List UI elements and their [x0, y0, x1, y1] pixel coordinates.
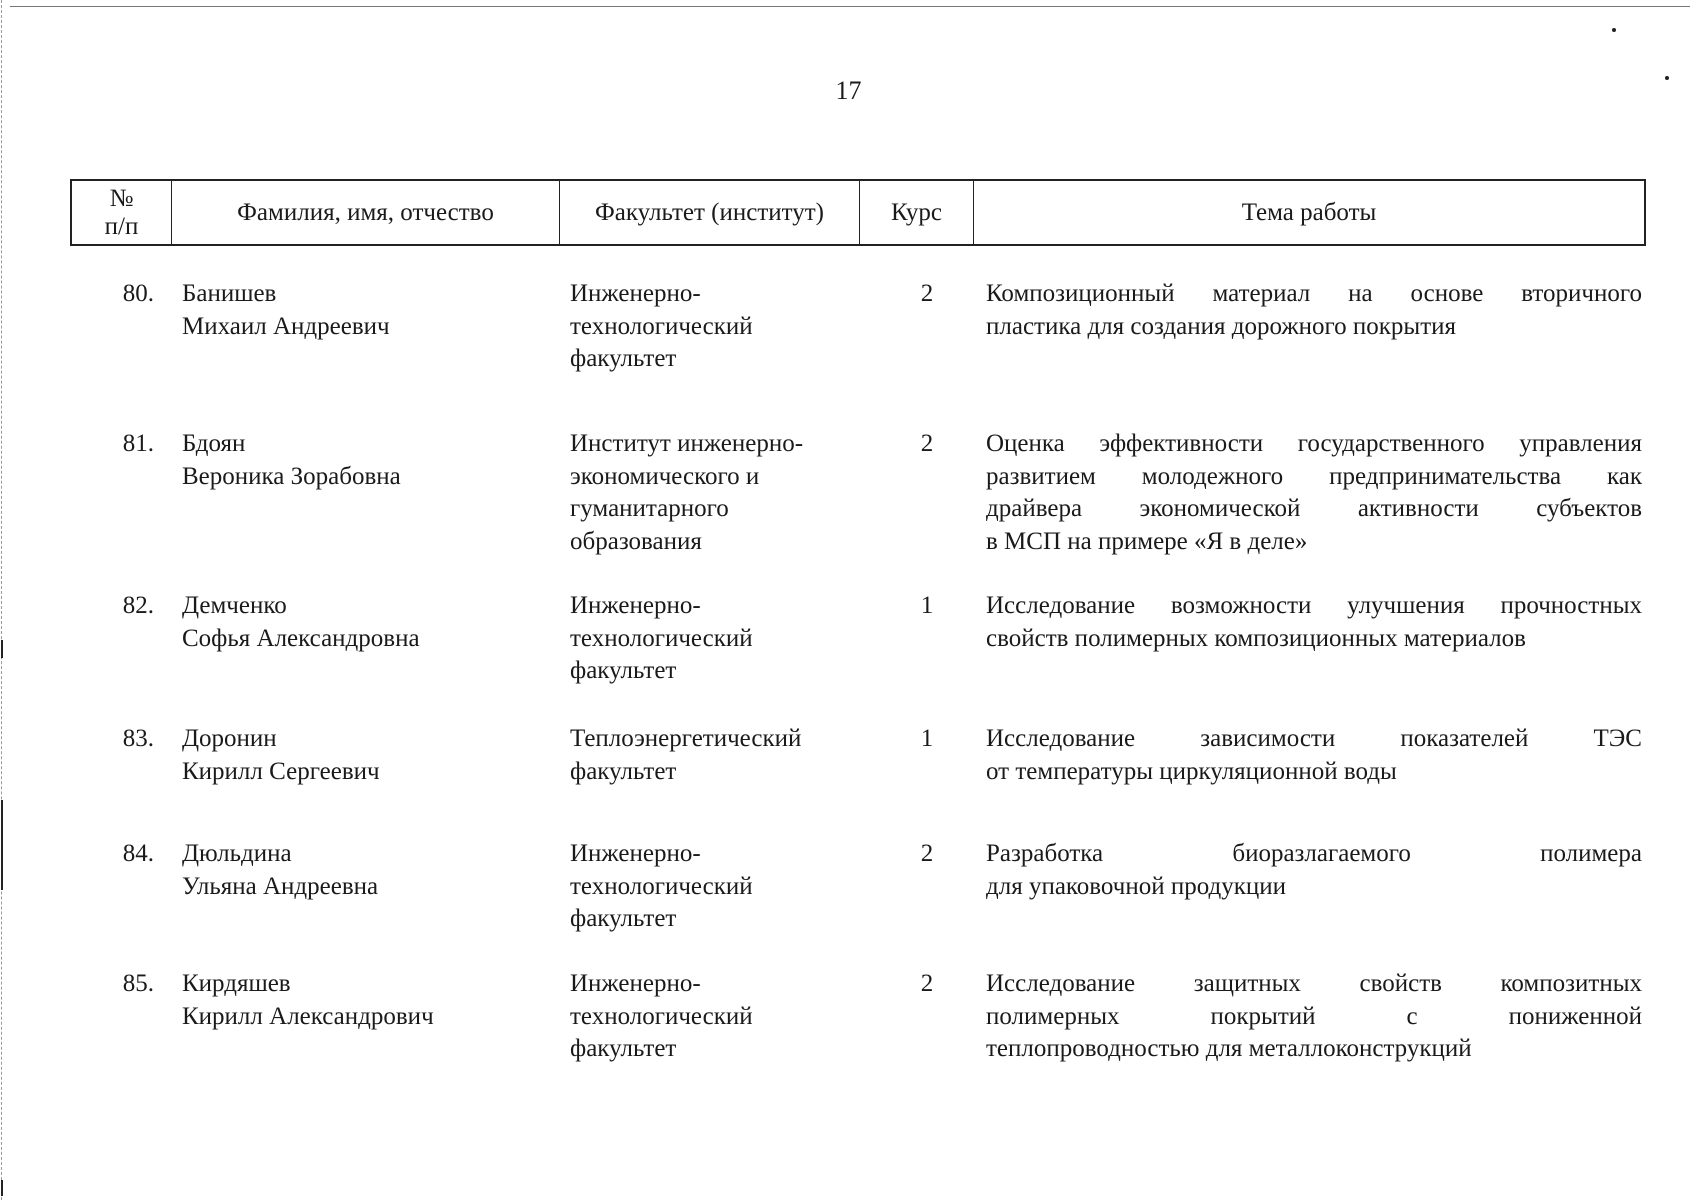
- surname: Доронин: [182, 725, 277, 752]
- faculty-line: технологический: [570, 312, 753, 340]
- faculty-line: гуманитарного: [570, 495, 729, 522]
- faculty-line: образования: [570, 527, 702, 555]
- row-number: 83.: [122, 725, 154, 752]
- header-number-symbol: №: [109, 184, 134, 212]
- page-number: 17: [835, 76, 862, 105]
- student-name: [182, 968, 542, 1033]
- faculty-line: технологический: [570, 872, 753, 900]
- work-topic: [986, 968, 1642, 1066]
- topic-line: Исследование возможности улучшения прочностных: [986, 592, 1642, 619]
- faculty: [570, 278, 860, 376]
- course: 2: [920, 840, 934, 867]
- given-names: Вероника Зорабовна: [182, 462, 401, 490]
- topic-line: Исследование зависимости показателей ТЭС: [986, 725, 1642, 752]
- topic-line: Исследование защитных свойств композитных: [986, 970, 1642, 997]
- student-name: [182, 590, 542, 655]
- student-name: [182, 278, 542, 343]
- given-names: Кирилл Александрович: [182, 1002, 434, 1030]
- faculty-line: факультет: [570, 345, 677, 372]
- faculty: [570, 723, 860, 788]
- faculty-line: Инженерно-: [570, 970, 701, 997]
- work-topic: [986, 838, 1642, 903]
- faculty: [570, 968, 860, 1066]
- faculty-line: Инженерно-: [570, 280, 701, 307]
- topic-line: в МСП на примере «Я в деле»: [986, 527, 1308, 555]
- topic-line: полимерных покрытий с пониженной: [986, 1002, 1642, 1030]
- faculty-line: экономического и: [570, 462, 760, 490]
- faculty-line: Инженерно-: [570, 592, 701, 619]
- student-name: [182, 428, 542, 493]
- header-faculty: Факультет (институт): [560, 181, 860, 244]
- course: 2: [920, 280, 934, 307]
- course: 2: [920, 430, 934, 457]
- faculty-line: технологический: [570, 1002, 753, 1030]
- header-course: Курс: [860, 181, 974, 244]
- topic-line: Разработка биоразлагаемого полимера: [986, 840, 1642, 867]
- work-topic: [986, 428, 1642, 558]
- row-number: 84.: [122, 840, 154, 867]
- topic-line: теплопроводностью для металлоконструкций: [986, 1035, 1472, 1062]
- faculty: [570, 838, 860, 936]
- header-full-name: Фамилия, имя, отчество: [172, 181, 560, 244]
- work-topic: [986, 590, 1642, 655]
- surname: Демченко: [182, 592, 287, 619]
- faculty: [570, 428, 860, 558]
- topic-line: Композиционный материал на основе вторичного: [986, 280, 1642, 307]
- faculty: [570, 590, 860, 688]
- surname: Кирдяшев: [182, 970, 291, 997]
- surname: Дюльдина: [182, 840, 292, 867]
- faculty-line: факультет: [570, 905, 677, 932]
- course: 1: [920, 725, 934, 752]
- scan-artifact-dot: [1612, 28, 1616, 32]
- course: 1: [920, 592, 934, 619]
- work-topic: [986, 723, 1642, 788]
- header-number: [72, 181, 172, 244]
- surname: Бдоян: [182, 430, 246, 457]
- row-number: 85.: [122, 970, 154, 997]
- header-topic: Тема работы: [1241, 198, 1377, 226]
- faculty-line: факультет: [570, 757, 677, 785]
- student-name: [182, 723, 542, 788]
- header-number-abbr: п/п: [104, 212, 139, 240]
- topic-line: драйвера экономической активности субъектов: [986, 495, 1642, 522]
- faculty-line: Теплоэнергетический: [570, 725, 802, 752]
- work-topic: [986, 278, 1642, 343]
- faculty-line: факультет: [570, 657, 677, 684]
- table-header: [70, 179, 1646, 246]
- faculty-line: технологический: [570, 624, 753, 652]
- surname: Банишев: [182, 280, 277, 307]
- row-number: 80.: [122, 280, 154, 307]
- faculty-line: Институт инженерно-: [570, 430, 804, 457]
- topic-line: пластика для создания дорожного покрытия: [986, 312, 1457, 340]
- given-names: Михаил Андреевич: [182, 312, 390, 340]
- scan-artifact-mark: [1, 1180, 3, 1196]
- scan-border-top: [10, 6, 1690, 7]
- topic-line: от температуры циркуляционной воды: [986, 757, 1397, 785]
- given-names: Ульяна Андреевна: [182, 872, 379, 900]
- course: 2: [920, 970, 934, 997]
- topic-line: свойств полимерных композиционных материалов: [986, 624, 1526, 652]
- scan-border-left: [1, 0, 2, 1200]
- scan-artifact-mark: [1, 800, 3, 890]
- row-number: 81.: [122, 430, 154, 457]
- given-names: Софья Александровна: [182, 624, 420, 652]
- faculty-line: Инженерно-: [570, 840, 701, 867]
- row-number: 82.: [122, 592, 154, 619]
- topic-line: для упаковочной продукции: [986, 872, 1287, 900]
- given-names: Кирилл Сергеевич: [182, 757, 380, 785]
- topic-line: Оценка эффективности государственного управления: [986, 430, 1642, 457]
- faculty-line: факультет: [570, 1035, 677, 1062]
- student-name: [182, 838, 542, 903]
- scan-artifact-mark: [1, 640, 3, 658]
- topic-line: развитием молодежного предпринимательства как: [986, 462, 1642, 490]
